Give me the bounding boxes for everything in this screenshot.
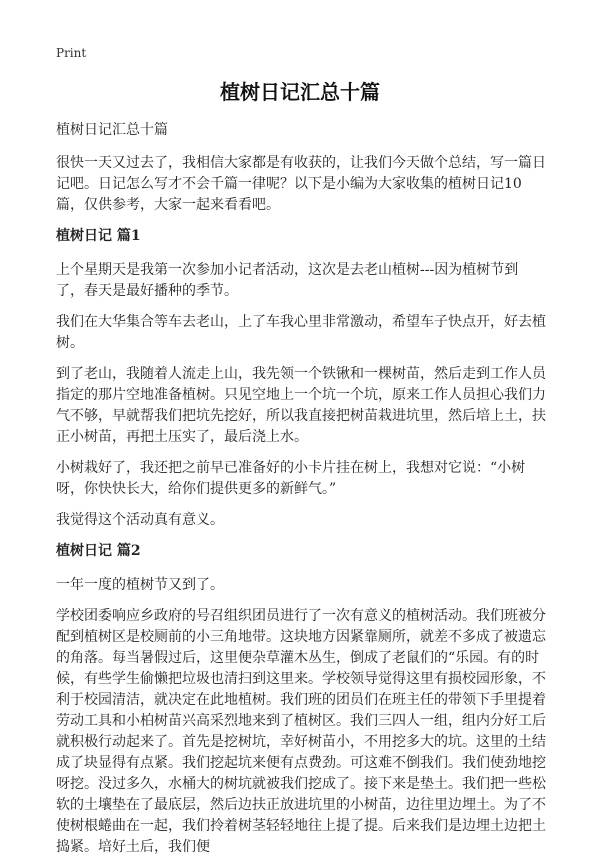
section-paragraph: 上个星期天是我第一次参加小记者活动，这次是去老山植树---因为植树节到了，春天是最好播种的季节。 xyxy=(56,262,519,299)
diary-section-2 xyxy=(56,541,546,858)
section-paragraph: 小树栽好了，我还把之前早已准备好的小卡片挂在树上，我想对它说：“小树呀，你快快长大，给你们提供更多的新鲜气。” xyxy=(56,460,526,497)
section-heading: 植树日记 篇1 xyxy=(56,228,141,244)
section-paragraph: 我们在大华集合等车去老山，上了车我心里非常激动，希望车子快点开，好去植树。 xyxy=(56,314,546,351)
section-paragraph: 学校团委响应乡政府的号召组织团员进行了一次有意义的植树活动。我们班被分配到植树区是校厕前的小三角地带。这块地方因紧靠厕所，就差不多成了被遗忘的角落。每当暑假过后，这里便杂草灌木丛生，倒成了老鼠们的“乐园。有的时候，有些学生偷懒把垃圾也清扫到这里来。学校领导觉得这里有损校园形象，不利于校园清洁，就决定在此地植树。我们班的团员们在班主任的带领下手里提着劳动工具和小柏树苗兴高采烈地来到了植树区。我们三四人一组，组内分好工后就积极行动起来了。首先是挖树坑，幸好树苗小，不用挖多大的坑。这里的土结成了块显得有点紧。我们挖起坑来便有点费劲。可这难不倒我们。我们使劲地挖呀挖。没过多久，水桶大的树坑就被我们挖成了。接下来是垫土。我们把一些松软的土壤垫在了最底层，然后边扶正放进坑里的小树苗，边往里边埋土。为了不使树根蜷曲在一起，我们拎着树茎轻轻地往上提了提。后来我们是边埋土边把土捣紧。培好土后，我们便 xyxy=(56,608,546,855)
section-paragraph: 我觉得这个活动真有意义。 xyxy=(56,512,224,528)
print-link[interactable]: Print xyxy=(56,46,87,60)
section-heading: 植树日记 篇2 xyxy=(56,543,141,559)
diary-section-1 xyxy=(56,226,546,531)
section-paragraph: 一年一度的植树节又到了。 xyxy=(56,577,224,593)
section-paragraph: 到了老山，我随着人流走上山，我先领一个铁锹和一棵树苗，然后走到工作人员指定的那片空地准备植树。只见空地上一个坑一个坑，原来工作人员担心我们力气不够，早就帮我们把坑先挖好，所以我直接把树苗栽进坑里，然后培上土，扶正小树苗，再把土压实了，最后浇上水。 xyxy=(56,366,546,445)
intro-paragraph: 很快一天又过去了，我相信大家都是有收获的，让我们今天做个总结，写一篇日记吧。日记怎么写才不会千篇一律呢？以下是小编为大家收集的植树日记10篇，仅供参考，大家一起来看看吧。 xyxy=(56,155,546,213)
article-body xyxy=(56,120,546,868)
article-subtitle: 植树日记汇总十篇 xyxy=(56,122,168,138)
page-title: 植树日记汇总十篇 xyxy=(220,80,380,104)
